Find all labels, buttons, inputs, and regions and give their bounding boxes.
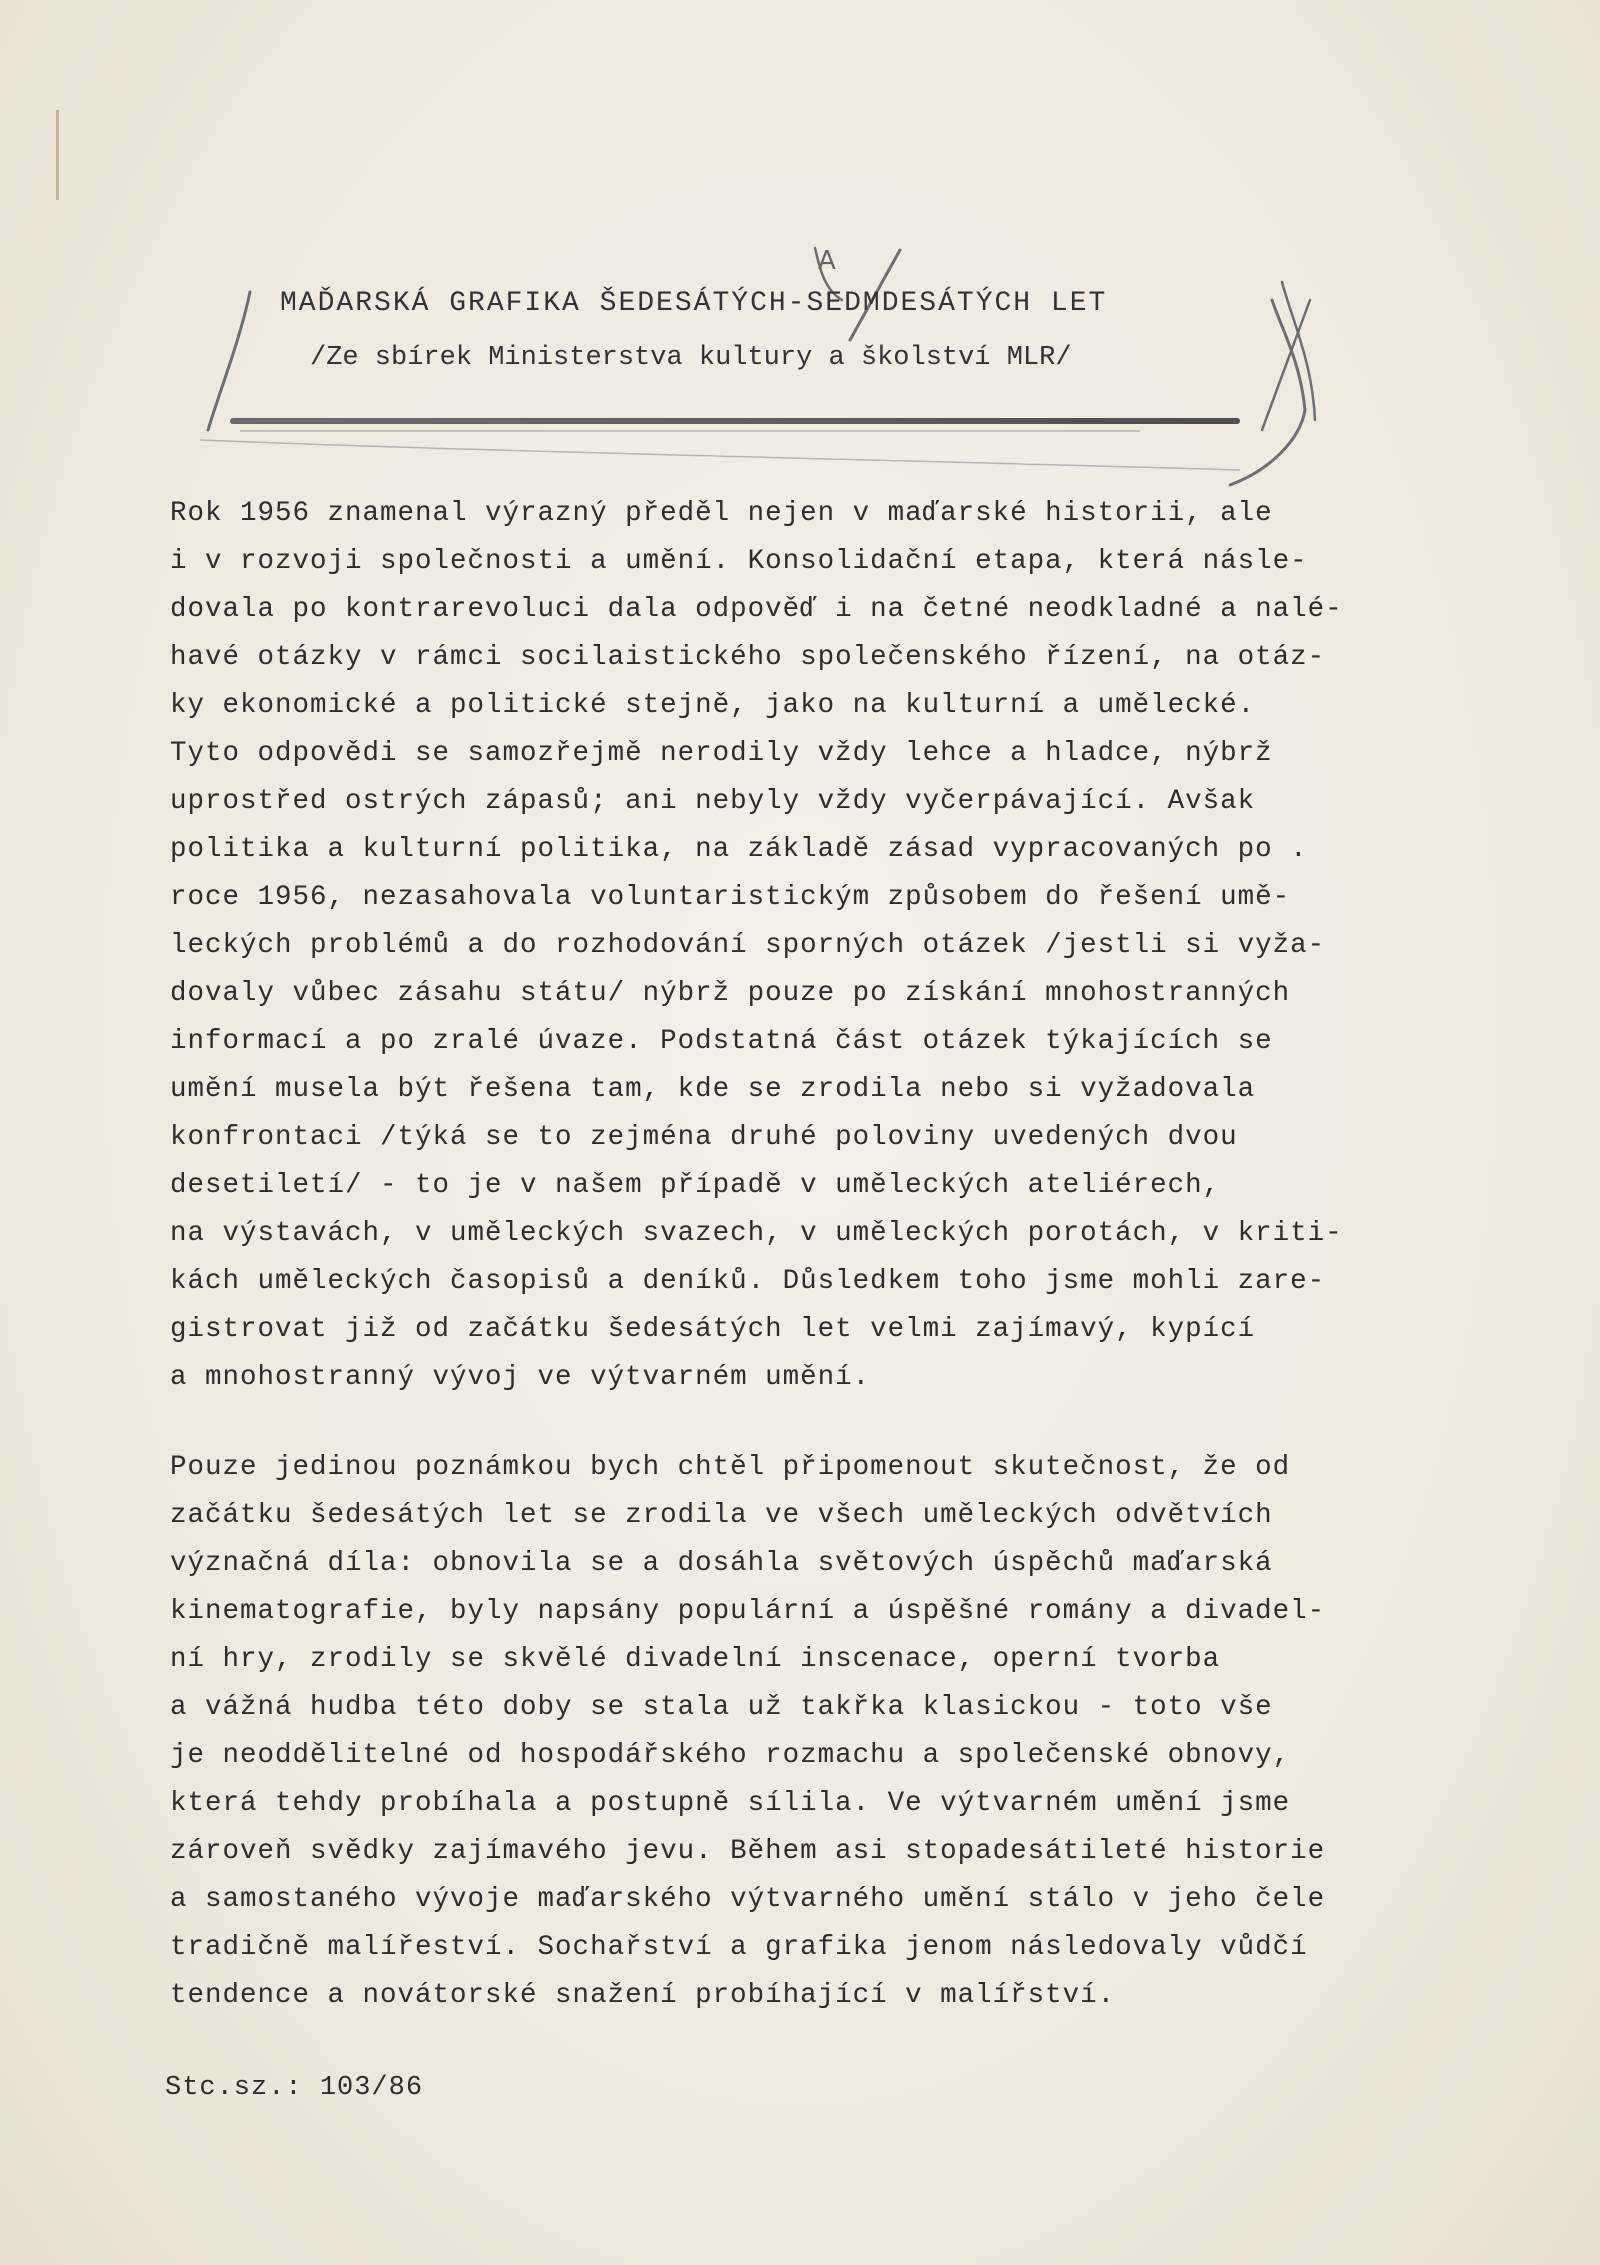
text-line: a mnohostranný vývoj ve výtvarném umění.	[170, 1362, 871, 1393]
text-line: uprostřed ostrých zápasů; ani nebyly vždy vyčerpávající. Avšak	[170, 786, 1256, 817]
heading-block	[280, 288, 1280, 373]
heading-underline	[230, 418, 1240, 424]
document-subtitle: /Ze sbírek Ministerstva kultury a školství MLR/	[310, 343, 1072, 373]
text-line: havé otázky v rámci socilaistického společenského řízení, na otáz-	[170, 642, 1326, 673]
text-line: gistrovat již od začátku šedesátých let velmi zajímavý, kypící	[170, 1314, 1256, 1345]
paragraph-1	[170, 490, 1530, 1402]
text-line: politika a kulturní politika, na základě zásad vypracovaných po .	[170, 834, 1308, 865]
text-line: kách uměleckých časopisů a deníků. Důsledkem toho jsme mohli zare-	[170, 1266, 1326, 1297]
paragraph-2	[170, 1444, 1530, 2020]
text-line: Rok 1956 znamenal výrazný předěl nejen v maďarské historii, ale	[170, 498, 1273, 529]
text-line: zároveň svědky zajímavého jevu. Během asi stopadesátileté historie	[170, 1836, 1326, 1867]
text-line: tradičně malířeství. Sochařství a grafika jenom následovaly vůdčí	[170, 1932, 1308, 1963]
text-line: která tehdy probíhala a postupně sílila. Ve výtvarném umění jsme	[170, 1788, 1291, 1819]
text-line: dovaly vůbec zásahu státu/ nýbrž pouze po získání mnohostranných	[170, 978, 1291, 1009]
text-line: význačná díla: obnovila se a dosáhla světových úspěchů maďarská	[170, 1548, 1273, 1579]
text-line: informací a po zralé úvaze. Podstatná část otázek týkajících se	[170, 1026, 1273, 1057]
text-line: a samostaného vývoje maďarského výtvarného umění stálo v jeho čele	[170, 1884, 1326, 1915]
text-line: začátku šedesátých let se zrodila ve všech uměleckých odvětvích	[170, 1500, 1273, 1531]
heading-underline-faint	[240, 430, 1140, 432]
text-line: i v rozvoji společnosti a umění. Konsolidační etapa, která násle-	[170, 546, 1308, 577]
text-line: konfrontaci /týká se to zejména druhé poloviny uvedených dvou	[170, 1122, 1238, 1153]
text-line: na výstavách, v uměleckých svazech, v uměleckých porotách, v kriti-	[170, 1218, 1343, 1249]
text-line: ky ekonomické a politické stejně, jako na kulturní a umělecké.	[170, 690, 1256, 721]
edge-mark	[56, 110, 65, 200]
text-line: desetiletí/ - to je v našem případě v uměleckých ateliérech,	[170, 1170, 1221, 1201]
body-text	[170, 490, 1530, 2020]
text-line: leckých problémů a do rozhodování sporných otázek /jestli si vyža-	[170, 930, 1326, 961]
text-line: Tyto odpovědi se samozřejmě nerodily vždy lehce a hladce, nýbrž	[170, 738, 1273, 769]
text-line: Pouze jedinou poznámkou bych chtěl připomenout skutečnost, že od	[170, 1452, 1291, 1483]
text-line: kinematografie, byly napsány populární a úspěšné romány a divadel-	[170, 1596, 1326, 1627]
text-line: roce 1956, nezasahovala voluntaristickým způsobem do řešení umě-	[170, 882, 1291, 913]
text-line: tendence a novátorské snažení probíhající v malířství.	[170, 1980, 1116, 2011]
registry-number: Stc.sz.: 103/86	[165, 2073, 424, 2103]
text-line: ní hry, zrodily se skvělé divadelní inscenace, operní tvorba	[170, 1644, 1221, 1675]
handwritten-mark: A	[818, 246, 836, 276]
text-line: dovala po kontrarevoluci dala odpověď i na četné neodkladné a nalé-	[170, 594, 1343, 625]
text-line: umění musela být řešena tam, kde se zrodila nebo si vyžadovala	[170, 1074, 1256, 1105]
text-line: je neoddělitelné od hospodářského rozmachu a společenské obnovy,	[170, 1740, 1291, 1771]
text-line: a vážná hudba této doby se stala už takřka klasickou - toto vše	[170, 1692, 1273, 1723]
document-title: MAĎARSKÁ GRAFIKA ŠEDESÁTÝCH-SEDMDESÁTÝCH LET	[280, 288, 1108, 319]
